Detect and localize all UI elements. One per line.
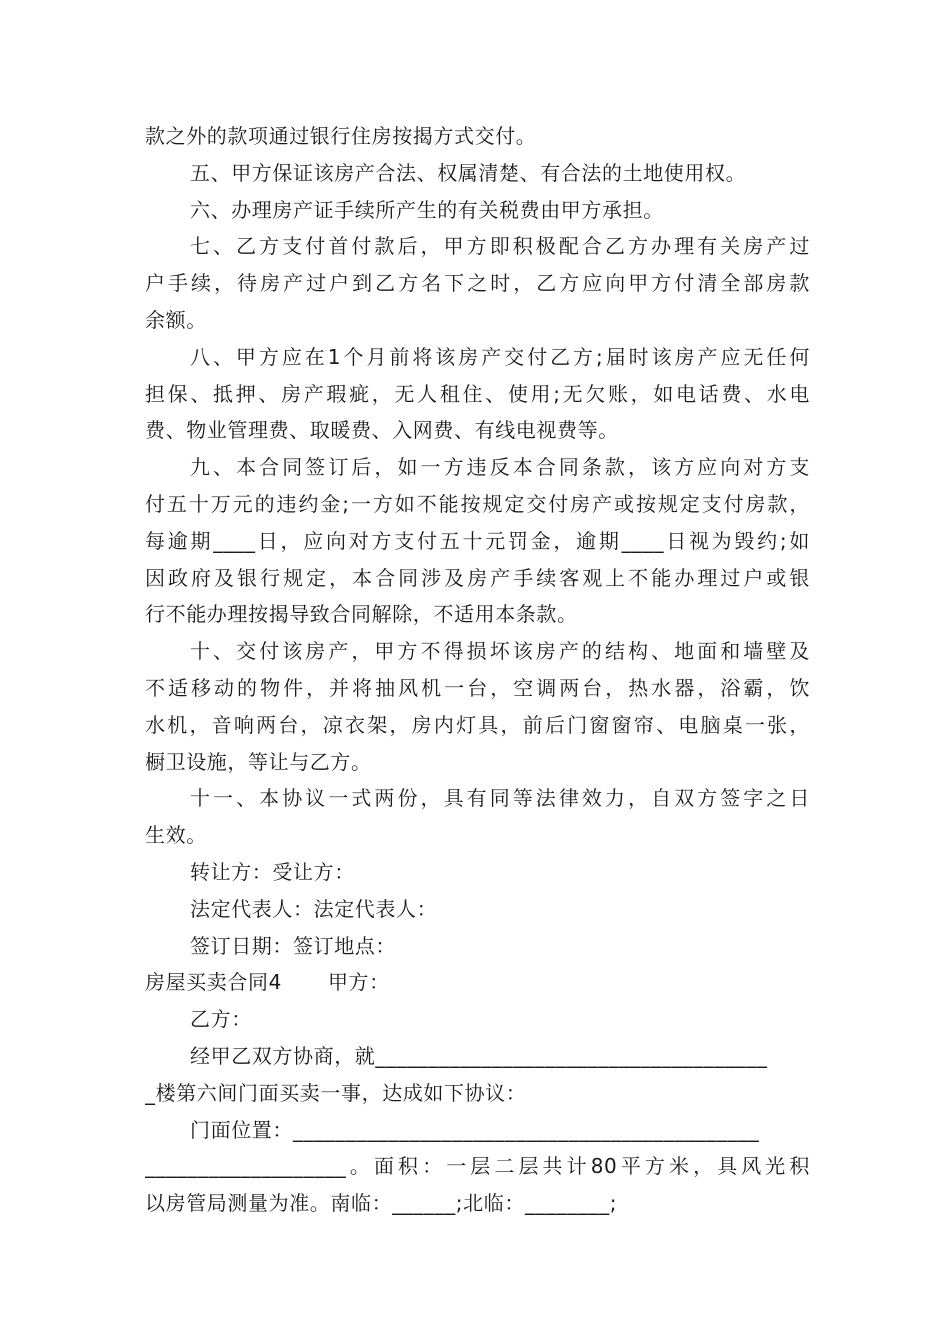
signature-line: 签订日期：签订地点：	[190, 933, 396, 958]
paragraph-line: 费、物业管理费、取暖费、入网费、有线电视费等。	[145, 418, 619, 443]
paragraph-line: 十、交付该房产，甲方不得损坏该房产的结构、地面和墙壁及	[190, 639, 810, 664]
paragraph-line: 以房管局测量为准。南临：______;北临：________;	[145, 1191, 618, 1216]
paragraph-line: 担保、抵押、房产瑕疵，无人租住、使用;无欠账，如电话费、水电	[145, 381, 810, 406]
paragraph-line: 不适移动的物件，并将抽风机一台，空调两台，热水器，浴霸，饮	[145, 675, 810, 700]
paragraph-line: 余额。	[145, 307, 207, 332]
paragraph-line: ___________________。面积：一层二层共计80平方米，具风光积	[145, 1154, 810, 1179]
signature-line: 转让方：受让方：	[190, 859, 355, 884]
paragraph-line: 六、办理房产证手续所产生的有关税费由甲方承担。	[190, 197, 664, 222]
paragraph-line: 九、本合同签订后，如一方违反本合同条款，该方应向对方支	[190, 455, 810, 480]
signature-line: 法定代表人：法定代表人：	[190, 896, 438, 921]
contract-title: 房屋买卖合同4	[145, 970, 282, 995]
paragraph-line: 因政府及银行规定，本合同涉及房产手续客观上不能办理过户或银	[145, 565, 810, 590]
document-page	[145, 118, 810, 1222]
paragraph-line: 八、甲方应在1个月前将该房产交付乙方;届时该房产应无任何	[190, 344, 810, 369]
paragraph-line: 七、乙方支付首付款后，甲方即积极配合乙方办理有关房产过	[190, 234, 810, 259]
paragraph-line: 水机，音响两台，凉衣架，房内灯具，前后门窗窗帘、电脑桌一张，	[145, 712, 810, 737]
paragraph-line: _楼第六间门面买卖一事，达成如下协议：	[145, 1080, 527, 1105]
paragraph-line: 每逾期____日，应向对方支付五十元罚金，逾期____日视为毁约;如	[145, 528, 810, 553]
paragraph-line: 五、甲方保证该房产合法、权属清楚、有合法的土地使用权。	[190, 160, 747, 185]
paragraph-line: 橱卫设施，等让与乙方。	[145, 749, 372, 774]
paragraph-line: 户手续，待房产过户到乙方名下之时，乙方应向甲方付清全部房款	[145, 271, 810, 296]
contract-heading	[145, 964, 810, 1001]
paragraph-line: 生效。	[145, 823, 207, 848]
paragraph-line: 经甲乙双方协商，就_____________________________________	[190, 1043, 768, 1068]
paragraph-line: 十一、本协议一式两份，具有同等法律效力，自双方签字之日	[190, 786, 810, 811]
paragraph-line: 门面位置：____________________________________________	[190, 1117, 760, 1142]
paragraph-line: 行不能办理按揭导致合同解除，不适用本条款。	[145, 602, 578, 627]
paragraph-line: 乙方：	[190, 1007, 252, 1032]
paragraph-line: 付五十万元的违约金;一方如不能按规定交付房产或按规定支付房款，	[145, 491, 810, 516]
paragraph-line: 款之外的款项通过银行住房按揭方式交付。	[145, 124, 537, 148]
party-a-label: 甲方：	[327, 970, 390, 995]
